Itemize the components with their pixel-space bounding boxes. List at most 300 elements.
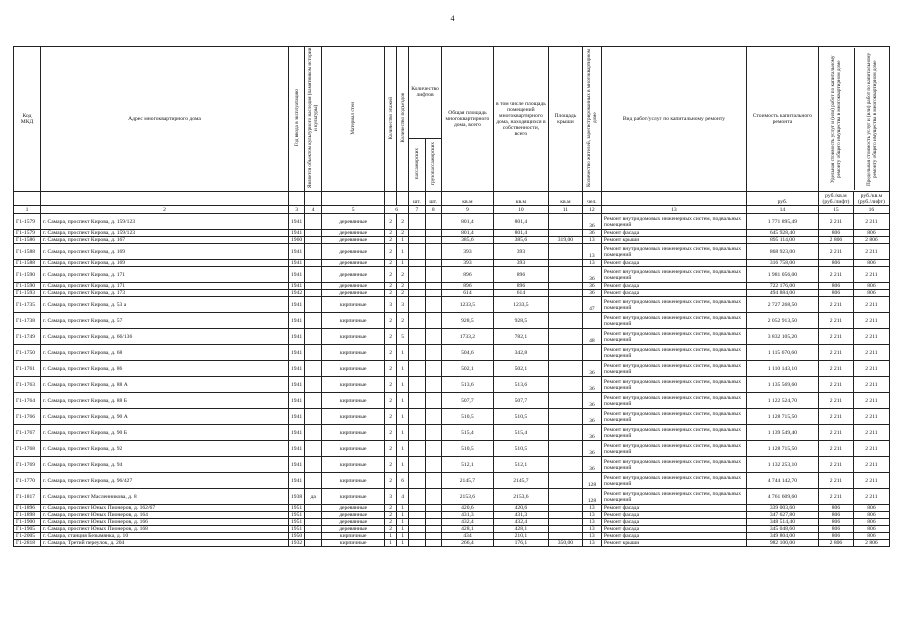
cell-code: Г1-2005 [14, 533, 41, 540]
cell-work-type: Ремонт внутридомовых инженерных систем, подвальных помещений [601, 489, 746, 505]
cell-area-owned: 393 [493, 244, 548, 260]
cell-work-type: Ремонт внутридомовых инженерных систем, подвальных помещений [601, 473, 746, 489]
header-residents: Количество жителей, зарегистрированных в многоквартирном доме [582, 47, 601, 192]
cell-unit-cost: 2 211 [818, 425, 853, 441]
cell-heritage [305, 393, 322, 409]
cell-lifts-cargo [425, 393, 441, 409]
cell-roof-area [548, 267, 582, 283]
cell-lifts-cargo [425, 260, 441, 267]
cell-entrances: 1 [397, 237, 409, 244]
header-area-owned: в том числе площадь помещений многоквартирного дома, находящихся в собственности, всего [493, 47, 548, 192]
cell-heritage [305, 283, 322, 290]
cell-walls: кирпичные [322, 313, 385, 329]
table-row [14, 377, 890, 393]
cell-entrances: 1 [397, 361, 409, 377]
cell-roof-area [548, 297, 582, 313]
table-row [14, 361, 890, 377]
cell-code: Г1-1579 [14, 214, 41, 230]
cell-code: Г1-1750 [14, 345, 41, 361]
cell-cost: 339 003,60 [746, 505, 818, 512]
cell-limit-cost: 806 [853, 230, 889, 237]
cell-residents: 36 [582, 361, 601, 377]
cell-area-owned: 801,4 [493, 230, 548, 237]
cell-code: Г1-1770 [14, 473, 41, 489]
cell-area-total: 507,7 [441, 393, 493, 409]
cell-residents: 36 [582, 377, 601, 393]
cell-area-owned: 431,3 [493, 512, 548, 519]
unit-area-total: кв.м [441, 192, 493, 206]
cell-walls: деревянные [322, 260, 385, 267]
cell-roof-area [548, 393, 582, 409]
cell-entrances: 1 [397, 377, 409, 393]
cell-area-owned: 928,5 [493, 313, 548, 329]
page-number: 4 [450, 14, 455, 23]
cell-walls: кирпичные [322, 345, 385, 361]
cell-floors: 2 [385, 457, 397, 473]
cell-address: г. Самара, проспект Юных Пионеров, д. 164 [41, 512, 289, 519]
cell-floors: 2 [385, 283, 397, 290]
cell-heritage [305, 505, 322, 512]
cell-area-owned: 896 [493, 283, 548, 290]
cell-residents: 128 [582, 473, 601, 489]
table-row [14, 267, 890, 283]
cell-work-type: Ремонт внутридомовых инженерных систем, подвальных помещений [601, 409, 746, 425]
cell-code: Г1-1769 [14, 457, 41, 473]
unit-lifts-pass: шт. [409, 192, 425, 206]
cell-area-total: 512,1 [441, 457, 493, 473]
cell-floors: 2 [385, 244, 397, 260]
cell-cost: 2 727 268,50 [746, 297, 818, 313]
cell-entrances: 1 [397, 457, 409, 473]
cell-residents: 36 [582, 214, 601, 230]
cell-residents: 13 [582, 526, 601, 533]
cell-work-type: Ремонт внутридомовых инженерных систем, подвальных помещений [601, 393, 746, 409]
header-limit-cost: Предельная стоимость услуг и (или) работ по капитальному ремонту общего имущества в многоквартирном доме [865, 52, 878, 186]
cell-lifts-cargo [425, 512, 441, 519]
cell-floors: 2 [385, 237, 397, 244]
cell-heritage [305, 441, 322, 457]
cell-limit-cost: 806 [853, 283, 889, 290]
cell-floors: 3 [385, 489, 397, 505]
cell-year: 1941 [289, 267, 305, 283]
cell-year: 1942 [289, 290, 305, 297]
cell-residents: 36 [582, 409, 601, 425]
cell-cost: 4 744 142,70 [746, 473, 818, 489]
cell-roof-area [548, 214, 582, 230]
cell-lifts-pass [409, 214, 425, 230]
cell-limit-cost: 2 211 [853, 329, 889, 345]
cell-year: 1941 [289, 409, 305, 425]
cell-lifts-pass [409, 283, 425, 290]
cell-entrances: 2 [397, 230, 409, 237]
table-row [14, 260, 890, 267]
cell-walls: деревянные [322, 267, 385, 283]
cell-code: Г1-1593 [14, 290, 41, 297]
cell-unit-cost: 2 806 [818, 237, 853, 244]
cell-entrances: 1 [397, 519, 409, 526]
cell-lifts-cargo [425, 519, 441, 526]
cell-work-type: Ремонт фасада [601, 512, 746, 519]
cell-work-type: Ремонт внутридомовых инженерных систем, подвальных помещений [601, 345, 746, 361]
cell-walls: деревянные [322, 505, 385, 512]
cell-year: 1941 [289, 230, 305, 237]
cell-area-owned: 896 [493, 267, 548, 283]
table-row [14, 512, 890, 519]
cell-roof-area [548, 260, 582, 267]
cell-work-type: Ремонт внутридомовых инженерных систем, подвальных помещений [601, 297, 746, 313]
cell-year: 1941 [289, 393, 305, 409]
cell-lifts-cargo [425, 290, 441, 297]
cell-floors: 2 [385, 512, 397, 519]
cell-lifts-cargo [425, 329, 441, 345]
cell-floors: 3 [385, 297, 397, 313]
table-body [14, 214, 890, 547]
cell-limit-cost: 806 [853, 260, 889, 267]
cell-area-total: 432,4 [441, 519, 493, 526]
cell-floors: 2 [385, 290, 397, 297]
cell-work-type: Ремонт внутридомовых инженерных систем, подвальных помещений [601, 457, 746, 473]
cell-walls: деревянные [322, 283, 385, 290]
capital-repair-table [13, 46, 890, 547]
cell-cost: 722 176,00 [746, 283, 818, 290]
cell-limit-cost: 2 211 [853, 393, 889, 409]
cell-code: Г1-1763 [14, 377, 41, 393]
cell-entrances: 1 [397, 260, 409, 267]
cell-cost: 895 114,00 [746, 237, 818, 244]
cell-lifts-cargo [425, 214, 441, 230]
cell-lifts-pass [409, 290, 425, 297]
column-number: 10 [493, 206, 548, 214]
cell-code: Г1-1761 [14, 361, 41, 377]
cell-entrances: 2 [397, 290, 409, 297]
cell-unit-cost: 2 211 [818, 441, 853, 457]
cell-area-total: 2145,7 [441, 473, 493, 489]
cell-walls: деревянные [322, 237, 385, 244]
cell-area-total: 2153,6 [441, 489, 493, 505]
cell-address: г. Самара, проспект Кирова, д. 66/136 [41, 329, 289, 345]
cell-code: Г1-1900 [14, 519, 41, 526]
cell-code: Г1-1905 [14, 526, 41, 533]
table-row [14, 533, 890, 540]
cell-code: Г1-2818 [14, 540, 41, 547]
cell-walls: кирпичные [322, 377, 385, 393]
cell-lifts-pass [409, 230, 425, 237]
cell-area-total: 1733,2 [441, 329, 493, 345]
unit-unit-cost: руб./кв.м (руб./лифт) [818, 192, 853, 206]
cell-year: 1938 [289, 489, 305, 505]
header-address: Адрес многоквартирного дома [41, 47, 289, 192]
cell-area-total: 393 [441, 260, 493, 267]
cell-limit-cost: 2 806 [853, 540, 889, 547]
cell-limit-cost: 2 211 [853, 473, 889, 489]
unit-lifts-cargo: шт. [425, 192, 441, 206]
cell-lifts-cargo [425, 297, 441, 313]
cell-lifts-pass [409, 505, 425, 512]
cell-area-owned: 614 [493, 290, 548, 297]
cell-address: г. Самара, проспект Кирова, д. 53 а [41, 297, 289, 313]
cell-area-owned: 385,6 [493, 237, 548, 244]
cell-floors: 2 [385, 214, 397, 230]
cell-work-type: Ремонт внутридомовых инженерных систем, подвальных помещений [601, 361, 746, 377]
cell-area-owned: 2145,7 [493, 473, 548, 489]
table-row [14, 244, 890, 260]
cell-unit-cost: 2 211 [818, 377, 853, 393]
table-row [14, 393, 890, 409]
cell-cost: 349 804,00 [746, 533, 818, 540]
cell-year: 1941 [289, 297, 305, 313]
cell-limit-cost: 2 211 [853, 297, 889, 313]
cell-area-total: 928,5 [441, 313, 493, 329]
cell-floors: 2 [385, 345, 397, 361]
header-lifts: Количество лифтов [409, 47, 442, 139]
cell-roof-area [548, 533, 582, 540]
cell-floors: 2 [385, 267, 397, 283]
cell-limit-cost: 2 211 [853, 489, 889, 505]
cell-limit-cost: 806 [853, 290, 889, 297]
cell-address: г. Самара, Третий переулок, д. 204 [41, 540, 289, 547]
cell-unit-cost: 806 [818, 533, 853, 540]
cell-lifts-pass [409, 393, 425, 409]
cell-limit-cost: 2 211 [853, 244, 889, 260]
column-number: 4 [305, 206, 322, 214]
cell-lifts-cargo [425, 505, 441, 512]
cell-work-type: Ремонт внутридомовых инженерных систем, подвальных помещений [601, 329, 746, 345]
cell-roof-area [548, 345, 582, 361]
cell-walls: деревянные [322, 214, 385, 230]
cell-year: 1941 [289, 244, 305, 260]
cell-unit-cost: 806 [818, 505, 853, 512]
cell-floors: 2 [385, 505, 397, 512]
table-row [14, 230, 890, 237]
cell-lifts-cargo [425, 457, 441, 473]
column-number: 7 [409, 206, 425, 214]
cell-residents: 36 [582, 290, 601, 297]
cell-address: г. Самара, проспект Кирова, д. 90 А [41, 409, 289, 425]
cell-area-total: 614 [441, 290, 493, 297]
cell-lifts-cargo [425, 473, 441, 489]
column-number: 11 [548, 206, 582, 214]
cell-entrances: 2 [397, 214, 409, 230]
cell-heritage [305, 237, 322, 244]
cell-roof-area [548, 441, 582, 457]
cell-heritage [305, 457, 322, 473]
table-row [14, 473, 890, 489]
cell-unit-cost: 806 [818, 290, 853, 297]
cell-walls: кирпичные [322, 540, 385, 547]
cell-lifts-cargo [425, 533, 441, 540]
cell-year: 1951 [289, 519, 305, 526]
cell-address: г. Самара, проспект Кирова, д. 94 [41, 457, 289, 473]
cell-work-type: Ремонт внутридомовых инженерных систем, подвальных помещений [601, 441, 746, 457]
cell-area-owned: 210,1 [493, 533, 548, 540]
cell-limit-cost: 2 806 [853, 237, 889, 244]
cell-year: 1951 [289, 512, 305, 519]
cell-lifts-pass [409, 519, 425, 526]
cell-floors: 2 [385, 409, 397, 425]
cell-code: Г1-1817 [14, 489, 41, 505]
cell-year: 1950 [289, 533, 305, 540]
cell-unit-cost: 2 211 [818, 361, 853, 377]
table-row [14, 313, 890, 329]
cell-code: Г1-1766 [14, 409, 41, 425]
cell-residents: 128 [582, 489, 601, 505]
cell-work-type: Ремонт фасада [601, 526, 746, 533]
cell-roof-area [548, 519, 582, 526]
cell-area-owned: 432,4 [493, 519, 548, 526]
cell-unit-cost: 806 [818, 283, 853, 290]
cell-area-total: 1233,5 [441, 297, 493, 313]
cell-floors: 2 [385, 260, 397, 267]
cell-entrances: 1 [397, 533, 409, 540]
cell-lifts-pass [409, 441, 425, 457]
cell-address: г. Самара, проспект Юных Пионеров, д. 168 [41, 526, 289, 533]
cell-address: г. Самара, проспект Кирова, д. 167 [41, 237, 289, 244]
cell-work-type: Ремонт внутридомовых инженерных систем, подвальных помещений [601, 377, 746, 393]
unit-area-owned: кв.м [493, 192, 548, 206]
cell-entrances: 1 [397, 425, 409, 441]
cell-work-type: Ремонт фасада [601, 533, 746, 540]
cell-residents: 36 [582, 393, 601, 409]
cell-lifts-pass [409, 237, 425, 244]
cell-limit-cost: 2 211 [853, 441, 889, 457]
cell-unit-cost: 806 [818, 260, 853, 267]
cell-entrances: 5 [397, 329, 409, 345]
cell-floors: 2 [385, 519, 397, 526]
cell-area-total: 431,3 [441, 512, 493, 519]
cell-cost: 1 132 253,10 [746, 457, 818, 473]
cell-walls: кирпичные [322, 361, 385, 377]
cell-heritage [305, 512, 322, 519]
cell-unit-cost: 2 211 [818, 473, 853, 489]
cell-residents [582, 345, 601, 361]
cell-residents: 13 [582, 512, 601, 519]
column-number: 14 [746, 206, 818, 214]
cell-lifts-cargo [425, 361, 441, 377]
cell-area-total: 513,6 [441, 377, 493, 393]
cell-area-total: 510,5 [441, 409, 493, 425]
cell-area-total: 266,4 [441, 540, 493, 547]
cell-heritage [305, 533, 322, 540]
cell-roof-area [548, 489, 582, 505]
cell-floors: 1 [385, 540, 397, 547]
cell-roof-area [548, 290, 582, 297]
cell-walls: кирпичные [322, 489, 385, 505]
cell-entrances: 1 [397, 505, 409, 512]
cell-heritage [305, 526, 322, 533]
cell-cost: 1 122 524,70 [746, 393, 818, 409]
cell-floors: 2 [385, 473, 397, 489]
column-number: 6 [385, 206, 409, 214]
cell-unit-cost: 2 211 [818, 457, 853, 473]
cell-work-type: Ремонт фасада [601, 283, 746, 290]
cell-address: г. Самара, проспект Кирова, д. 169 [41, 260, 289, 267]
cell-heritage [305, 214, 322, 230]
cell-roof-area [548, 230, 582, 237]
cell-residents [582, 313, 601, 329]
cell-lifts-pass [409, 313, 425, 329]
cell-area-total: 801,4 [441, 230, 493, 237]
cell-area-total: 434 [441, 533, 493, 540]
cell-year: 1941 [289, 361, 305, 377]
cell-lifts-pass [409, 267, 425, 283]
cell-code: Г1-1898 [14, 512, 41, 519]
table-row [14, 489, 890, 505]
cell-address: г. Самара, проспект Кирова, д. 171 [41, 267, 289, 283]
cell-limit-cost: 2 211 [853, 267, 889, 283]
cell-address: г. Самара, проспект Юных Пионеров, д. 162/67 [41, 505, 289, 512]
cell-unit-cost: 2 211 [818, 409, 853, 425]
cell-lifts-pass [409, 526, 425, 533]
cell-walls: кирпичные [322, 425, 385, 441]
cell-walls: кирпичные [322, 533, 385, 540]
cell-lifts-cargo [425, 409, 441, 425]
header-code: Код МКД [14, 47, 41, 192]
cell-unit-cost: 806 [818, 519, 853, 526]
cell-area-owned: 502,1 [493, 361, 548, 377]
cell-area-owned: 510,5 [493, 409, 548, 425]
cell-residents: 13 [582, 533, 601, 540]
table-row [14, 526, 890, 533]
cell-lifts-pass [409, 409, 425, 425]
cell-address: г. Самара, проспект Кирова, д. 171 [41, 283, 289, 290]
cell-year: 1941 [289, 260, 305, 267]
cell-residents: 36 [582, 457, 601, 473]
cell-walls: кирпичные [322, 329, 385, 345]
cell-entrances: 1 [397, 409, 409, 425]
cell-work-type: Ремонт внутридомовых инженерных систем, подвальных помещений [601, 244, 746, 260]
cell-work-type: Ремонт внутридомовых инженерных систем, подвальных помещений [601, 425, 746, 441]
table-row [14, 457, 890, 473]
cell-residents: 36 [582, 267, 601, 283]
cell-heritage [305, 409, 322, 425]
cell-area-owned: 512,1 [493, 457, 548, 473]
cell-unit-cost: 2 211 [818, 313, 853, 329]
cell-cost: 1 135 569,60 [746, 377, 818, 393]
header-lifts-pass: пассажирских [409, 138, 425, 191]
cell-residents: 48 [582, 329, 601, 345]
column-number: 5 [322, 206, 385, 214]
cell-area-owned: 342,8 [493, 345, 548, 361]
cell-walls: кирпичные [322, 473, 385, 489]
cell-unit-cost: 2 211 [818, 489, 853, 505]
column-numbers-row [14, 206, 890, 214]
cell-roof-area [548, 361, 582, 377]
cell-year: 1941 [289, 214, 305, 230]
table-row [14, 237, 890, 244]
cell-roof-area [548, 283, 582, 290]
cell-limit-cost: 2 211 [853, 409, 889, 425]
cell-work-type: Ремонт фасада [601, 260, 746, 267]
cell-unit-cost: 806 [818, 230, 853, 237]
cell-year: 1951 [289, 505, 305, 512]
cell-limit-cost: 2 211 [853, 313, 889, 329]
cell-address: г. Самара, проспект Кирова, д. 92 [41, 441, 289, 457]
cell-limit-cost: 806 [853, 533, 889, 540]
cell-walls: деревянные [322, 512, 385, 519]
cell-lifts-pass [409, 345, 425, 361]
cell-roof-area [548, 329, 582, 345]
header-walls: Материал стен [322, 47, 385, 192]
cell-roof-area [548, 244, 582, 260]
cell-limit-cost: 2 211 [853, 425, 889, 441]
cell-lifts-cargo [425, 244, 441, 260]
cell-residents: 13 [582, 260, 601, 267]
cell-heritage [305, 377, 322, 393]
cell-unit-cost: 2 211 [818, 297, 853, 313]
cell-entrances: 1 [397, 512, 409, 519]
cell-area-total: 801,4 [441, 214, 493, 230]
cell-year: 1960 [289, 237, 305, 244]
